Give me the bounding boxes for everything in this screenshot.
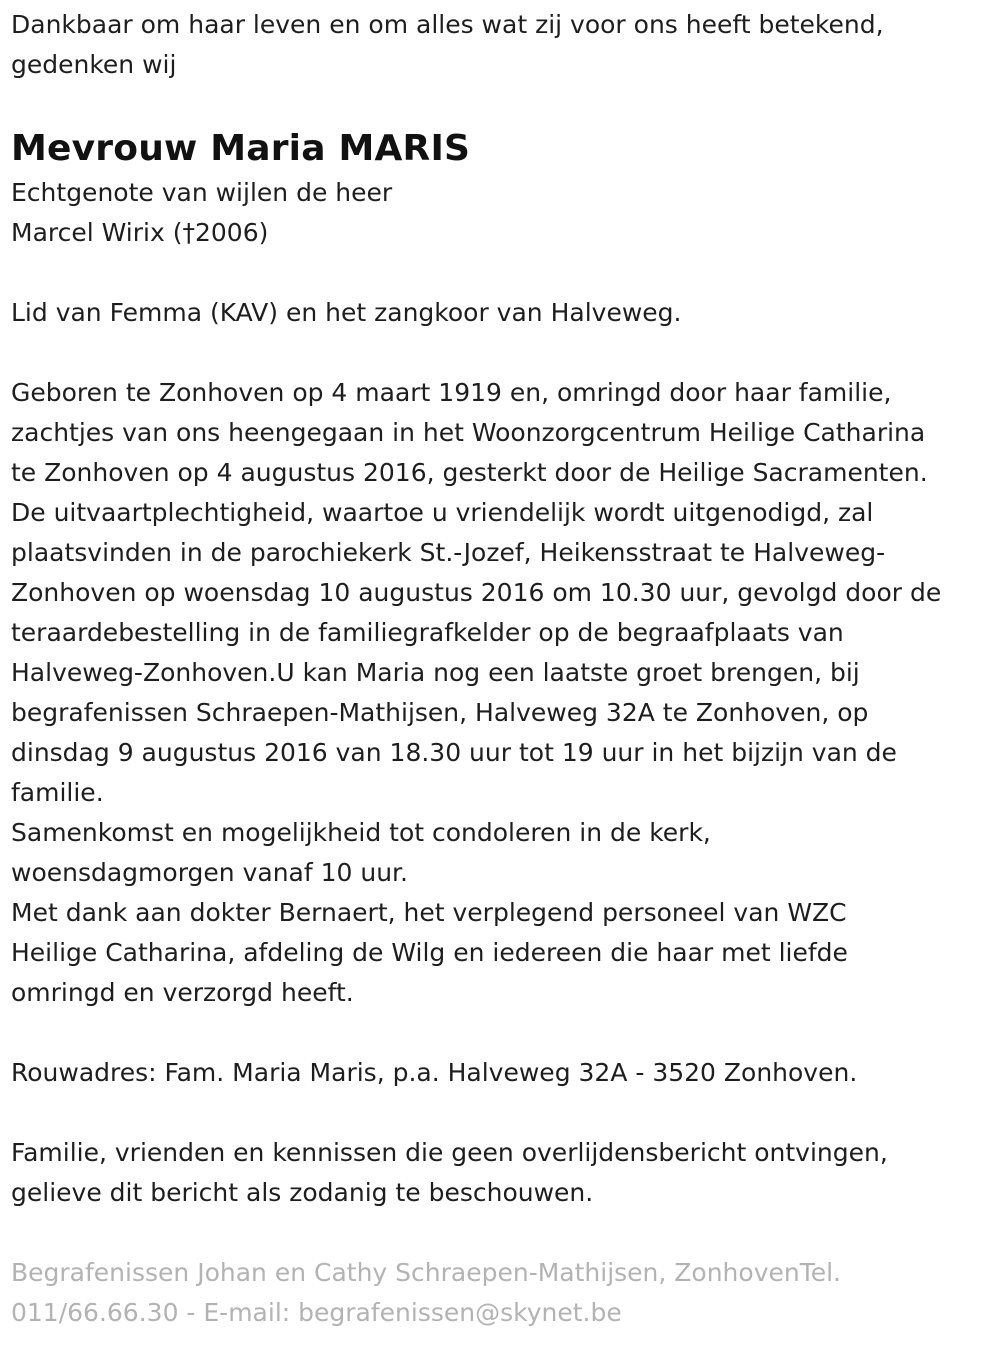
address-text: Rouwadres: Fam. Maria Maris, p.a. Halveweg 32A - 3520 Zonhoven. <box>11 1058 858 1087</box>
spacer <box>11 1093 996 1133</box>
spacer <box>11 1213 996 1253</box>
membership-text: Lid van Femma (KAV) en het zangkoor van Halveweg. <box>11 298 682 327</box>
obituary-document <box>11 5 996 1333</box>
deceased-name: Mevrouw Maria MARIS <box>11 128 471 169</box>
spacer <box>11 1013 996 1053</box>
notice-text: Familie, vrienden en kennissen die geen overlijdensbericht ontvingen, gelieve dit bericht als zodanig te beschouwen. <box>11 1138 888 1207</box>
spacer <box>11 253 996 293</box>
body-text: Geboren te Zonhoven op 4 maart 1919 en, omringd door haar familie, zachtjes van ons heengegaan in het Woonzorgcentrum Heilige Catharina te Zonhoven op 4 augustus 2016, gesterkt door de Heilige Sacramenten. De uitvaartplechtigheid, waartoe u vriendelijk wordt uitgenodigd, zal plaatsvinden in de parochiekerk St.-Jozef, Heikensstraat te Halveweg- Zonhoven op woensdag 10 augustus 2016 om 10.30 uur, gevolgd door de teraardebestelling in de familiegrafkelder op de begraafplaats van Halveweg-Zonhoven.U kan Maria nog een laatste groet brengen, bij begrafenissen Schraepen-Mathijsen, Halveweg 32A te Zonhoven, op dinsdag 9 augustus 2016 van 18.30 uur tot 19 uur in het bijzijn van de familie. Samenkomst en mogelijkheid tot condoleren in de kerk, woensdagmorgen vanaf 10 uur. Met dank aan dokter Bernaert, het verplegend personeel van WZC Heilige Catharina, afdeling de Wilg en iedereen die haar met liefde omringd en verzorgd heeft. <box>11 378 942 1007</box>
funeral-home-footer: Begrafenissen Johan en Cathy Schraepen-Mathijsen, ZonhovenTel. 011/66.66.30 - E-mail: begrafenissen@skynet.be <box>11 1258 842 1327</box>
spacer <box>11 333 996 373</box>
intro-text: Dankbaar om haar leven en om alles wat zij voor ons heeft betekend, gedenken wij <box>11 10 884 79</box>
spouse-text: Echtgenote van wijlen de heer Marcel Wirix (†2006) <box>11 178 393 247</box>
